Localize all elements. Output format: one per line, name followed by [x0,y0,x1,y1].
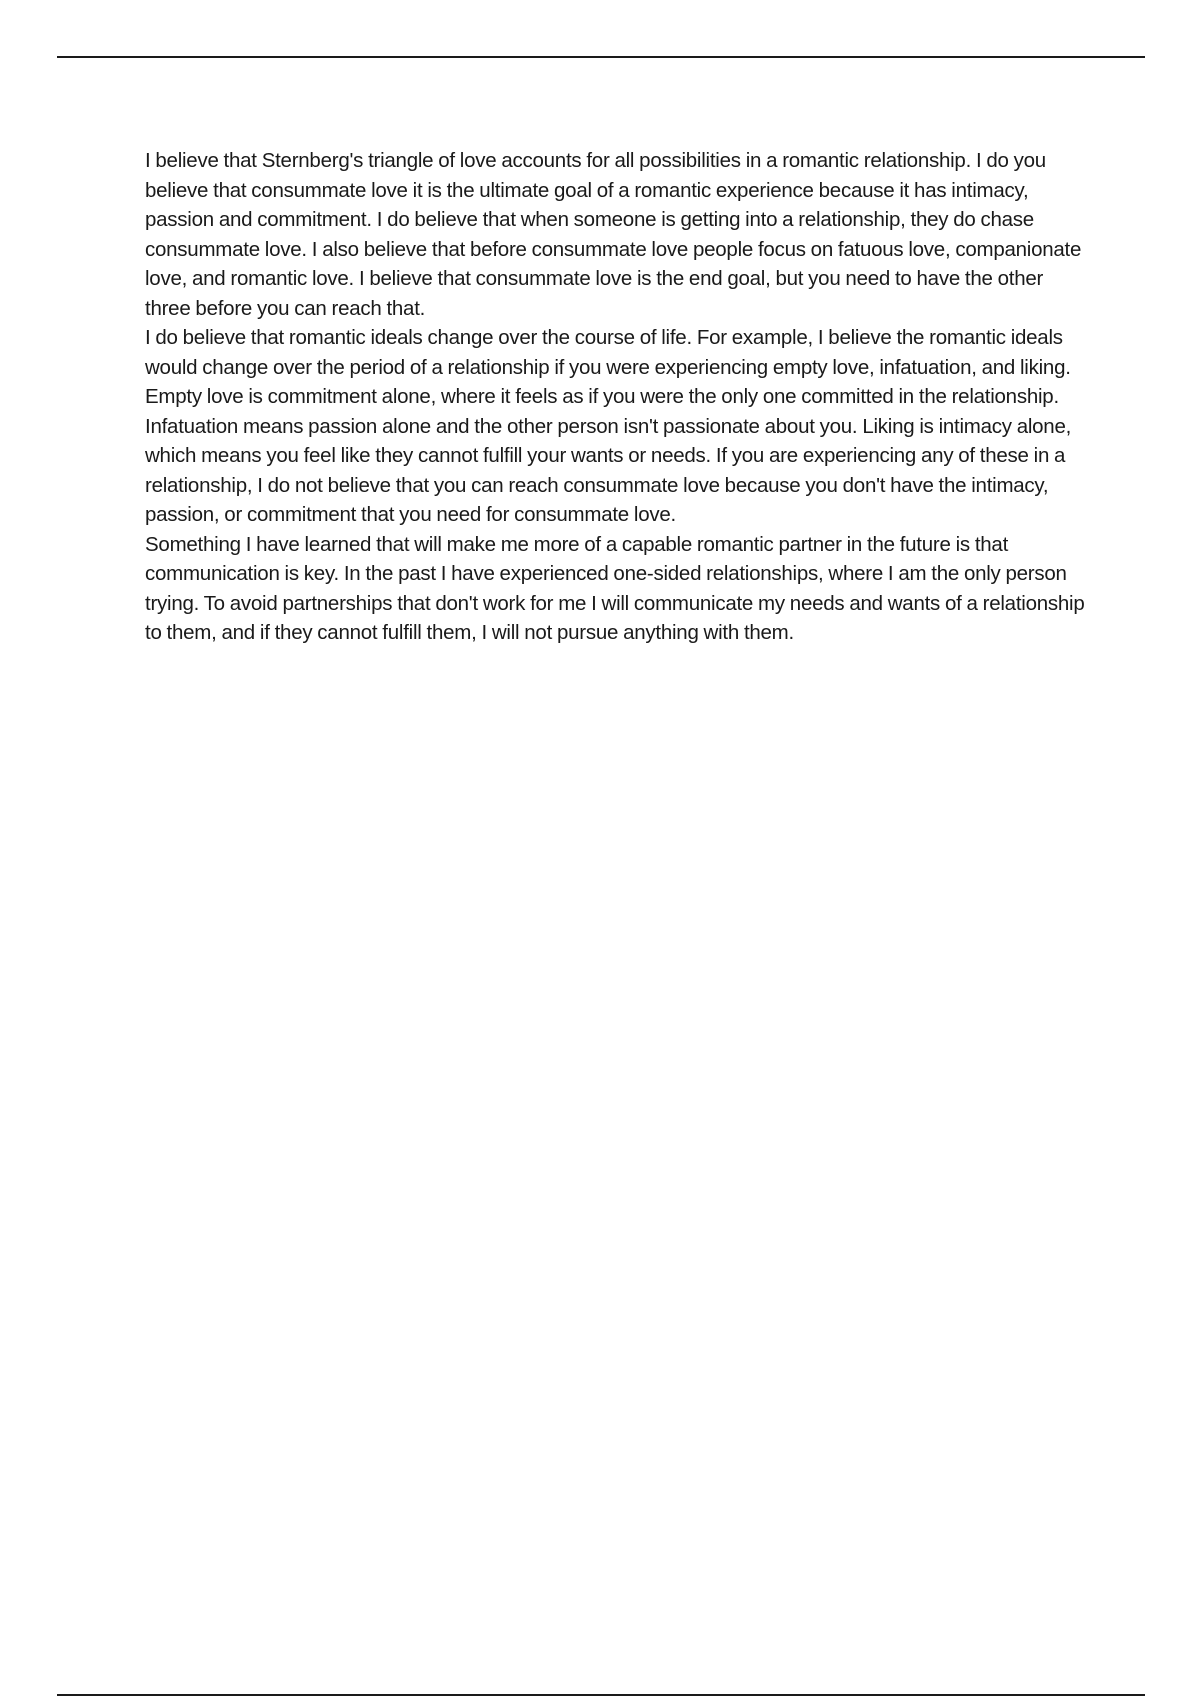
paragraph-sternberg-triangle: I believe that Sternberg's triangle of love accounts for all possibilities in a romantic relationship. I do you believe that consummate love it is the ultimate goal of a romantic experience because it has intimacy, passion and commitment. I do believe that when someone is getting into a relationship, they do chase consummate love. I also believe that before consummate love people focus on fatuous love, companionate love, and romantic love. I believe that consummate love is the end goal, but you need to have the other three before you can reach that. [145,149,1082,320]
document-body [145,146,1090,648]
paragraph-communication: Something I have learned that will make me more of a capable romantic partner in the future is that communication is key. In the past I have experienced one-sided relationships, where I am the only person trying. To avoid partnerships that don't work for me I will communicate my needs and wants of a relationship to them, and if they cannot fulfill them, I will not pursue anything with them. [145,532,1085,644]
footer-rule [57,1694,1145,1696]
paragraph-romantic-ideals: I do believe that romantic ideals change over the course of life. For example, I believe the romantic ideals would change over the period of a relationship if you were experiencing empty love, infatuation, and liking. Empty love is commitment alone, where it feels as if you were the only one committed in the relationship. Infatuation means passion alone and the other person isn't passionate about you. Liking is intimacy alone, which means you feel like they cannot fulfill your wants or needs. If you are experiencing any of these in a relationship, I do not believe that you can reach consummate love because you don't have the intimacy, passion, or commitment that you need for consummate love. [145,326,1072,526]
header-rule [57,56,1145,58]
